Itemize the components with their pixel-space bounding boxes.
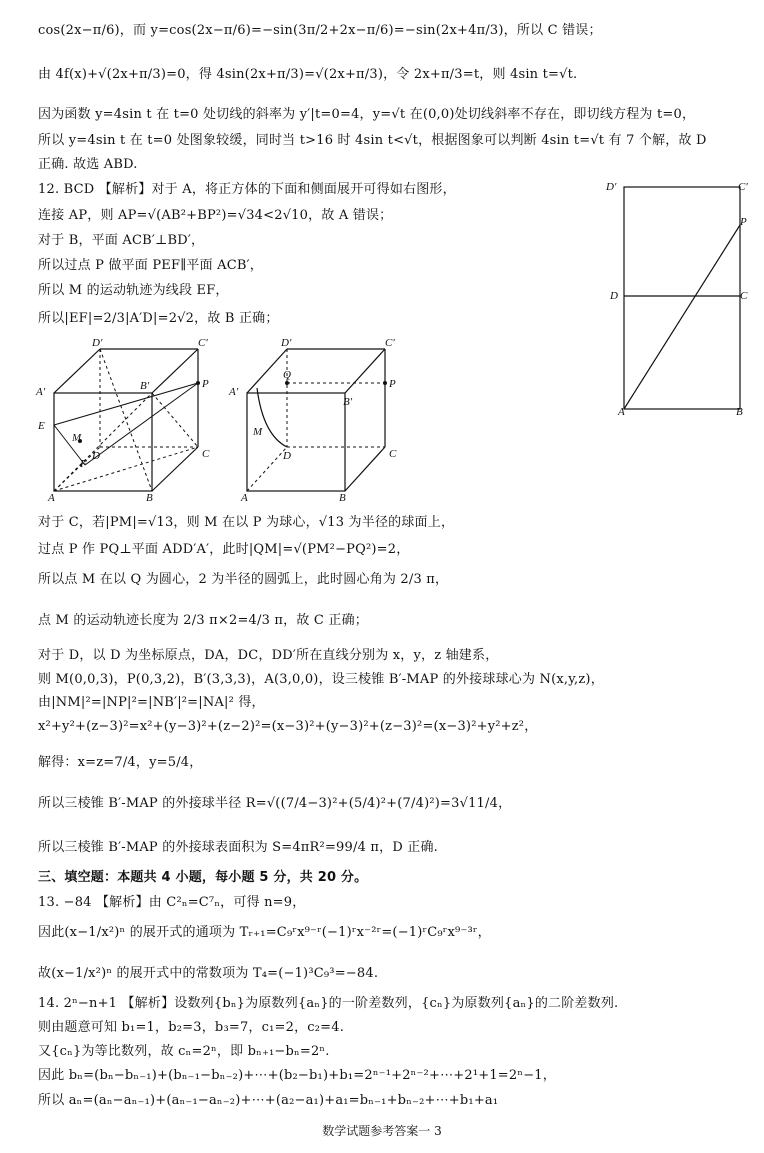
text-line: 所以 M 的运动轨迹为线段 EF， xyxy=(38,283,229,298)
text-line: 所以点 M 在以 Q 为圆心，2 为半径的圆弧上，此时圆心角为 2/3 π， xyxy=(38,572,449,587)
text-line: 连接 AP，则 AP=√(AB²+BP²)=√34<2√10，故 A 错误； xyxy=(38,208,393,223)
text-line: 因此(x−1/x²)ⁿ 的展开式的通项为 Tᵣ₊₁=C₉ʳx⁹⁻ʳ(−1)ʳx⁻²ʳ=(−1)ʳC₉ʳx⁹⁻³ʳ， xyxy=(38,925,491,940)
text-line: x²+y²+(z−3)²=x²+(y−3)²+(z−2)²=(x−3)²+(y−3)²+(z−3)²=(x−3)²+y²+z²， xyxy=(38,719,538,734)
cube1-label-c1: C′ xyxy=(198,337,208,349)
cube2-label-m: M xyxy=(253,426,263,438)
text-line: 点 M 的运动轨迹长度为 2/3 π×2=4/3 π，故 C 正确； xyxy=(38,613,368,628)
cube1-label-d: D xyxy=(92,450,100,462)
text-line: cos(2x−π/6)，而 y=cos(2x−π/6)=−sin(3π/2+2x−π/6)=−sin(2x+4π/3)，所以 C 错误； xyxy=(38,23,602,38)
text-line: 所以 y=4sin t 在 t=0 处图象较缓，同时当 t>16 时 4sin t<√t，根据图象可以判断 4sin t=√t 有 7 个解，故 D xyxy=(38,133,707,148)
net-label-a: A xyxy=(618,406,625,418)
text-line: 对于 C，若|PM|=√13，则 M 在以 P 为球心，√13 为半径的球面上， xyxy=(38,515,455,530)
net-label-d: D xyxy=(610,290,618,302)
cube2-label-d1: D′ xyxy=(281,337,292,349)
net-label-c: C xyxy=(740,290,748,302)
net-label-d1: D′ xyxy=(606,181,617,193)
cube1-label-a1: A′ xyxy=(36,386,46,398)
text-line: 对于 D，以 D 为坐标原点，DA，DC，DD′所在直线分别为 x，y，z 轴建系， xyxy=(38,648,499,663)
text-line: 所以过点 P 做平面 PEF∥平面 ACB′， xyxy=(38,258,263,273)
text-line: 对于 B，平面 ACB′⊥BD′， xyxy=(38,233,205,248)
cube1-label-m: M xyxy=(72,432,82,444)
net-label-b: B xyxy=(736,406,743,418)
cube1-label-e: E xyxy=(38,420,45,432)
cube2-label-a1: A′ xyxy=(229,386,239,398)
text-line: 解得：x=z=7/4，y=5/4， xyxy=(38,755,203,770)
cube2-label-c: C xyxy=(389,448,397,460)
text-line: 又{cₙ}为等比数列，故 cₙ=2ⁿ，即 bₙ₊₁−bₙ=2ⁿ. xyxy=(38,1044,330,1059)
cube2-label-p: P xyxy=(389,378,396,390)
text-line: 所以|EF|=2/3|A′D|=2√2，故 B 正确； xyxy=(38,311,279,326)
text-line: 12. BCD 【解析】对于 A，将正方体的下面和侧面展开可得如右图形， xyxy=(38,182,456,197)
cube1-label-f: F xyxy=(80,458,87,470)
cube1-label-b: B xyxy=(146,492,153,504)
text-line: 因为函数 y=4sin t 在 t=0 处切线的斜率为 y′|t=0=4，y=√t 在(0,0)处切线斜率不存在，即切线方程为 t=0， xyxy=(38,107,696,122)
cube1-label-a: A xyxy=(48,492,55,504)
text-line: 则由题意可知 b₁=1，b₂=3，b₃=7，c₁=2，c₂=4. xyxy=(38,1020,345,1035)
cube2-label-q: Q xyxy=(283,369,291,381)
cube1-label-b1: B′ xyxy=(140,380,150,392)
cube2-label-b1: B′ xyxy=(343,396,353,408)
text-line: 所以三棱锥 B′-MAP 的外接球表面积为 S=4πR²=99/4 π，D 正确. xyxy=(38,840,439,855)
text-line: 由 4f(x)+√(2x+π/3)=0，得 4sin(2x+π/3)=√(2x+π/3)，令 2x+π/3=t，则 4sin t=√t. xyxy=(38,67,578,82)
cube2-label-d: D xyxy=(283,450,291,462)
text-line: 因此 bₙ=(bₙ−bₙ₋₁)+(bₙ₋₁−bₙ₋₂)+⋯+(b₂−b₁)+b₁=2ⁿ⁻¹+2ⁿ⁻²+⋯+2¹+1=2ⁿ−1， xyxy=(38,1068,556,1083)
cube-figure-plane xyxy=(30,335,220,505)
cube2-label-c1: C′ xyxy=(385,337,395,349)
text-line: 由|NM|²=|NP|²=|NB′|²=|NA|² 得， xyxy=(38,695,265,710)
cube1-label-p: P xyxy=(202,378,209,390)
cube1-label-d1: D′ xyxy=(92,337,103,349)
text-line: 过点 P 作 PQ⊥平面 ADD′A′，此时|QM|=√(PM²−PQ²)=2， xyxy=(38,542,410,557)
text-line: 所以三棱锥 B′-MAP 的外接球半径 R=√((7/4−3)²+(5/4)²+(7/4)²)=3√11/4， xyxy=(38,796,512,811)
net-figure xyxy=(600,175,760,420)
text-line: 14. 2ⁿ−n+1 【解析】设数列{bₙ}为原数列{aₙ}的一阶差数列，{cₙ}为原数列{aₙ}的二阶差数列. xyxy=(38,996,619,1011)
text-line: 三、填空题：本题共 4 小题，每小题 5 分，共 20 分。 xyxy=(38,870,368,885)
text-line: 正确. 故选 ABD. xyxy=(38,157,138,172)
text-line: 所以 aₙ=(aₙ−aₙ₋₁)+(aₙ₋₁−aₙ₋₂)+⋯+(a₂−a₁)+a₁=bₙ₋₁+bₙ₋₂+⋯+b₁+a₁ xyxy=(38,1093,499,1108)
net-label-c1: C′ xyxy=(738,181,748,193)
cube1-label-c: C xyxy=(202,448,210,460)
text-line: 故(x−1/x²)ⁿ 的展开式中的常数项为 T₄=(−1)³C₉³=−84. xyxy=(38,966,379,981)
net-label-p: P xyxy=(740,216,747,228)
cube2-label-a: A xyxy=(241,492,248,504)
text-line: 则 M(0,0,3)，P(0,3,2)，B′(3,3,3)，A(3,0,0)，设三棱锥 B′-MAP 的外接球球心为 N(x,y,z)， xyxy=(38,672,604,687)
cube2-label-b: B xyxy=(339,492,346,504)
text-line: 13. −84 【解析】由 C²ₙ=C⁷ₙ，可得 n=9， xyxy=(38,895,306,910)
page-footer: 数学试题参考答案一 3 xyxy=(322,1124,442,1138)
cube-figure-sphere xyxy=(225,335,415,505)
